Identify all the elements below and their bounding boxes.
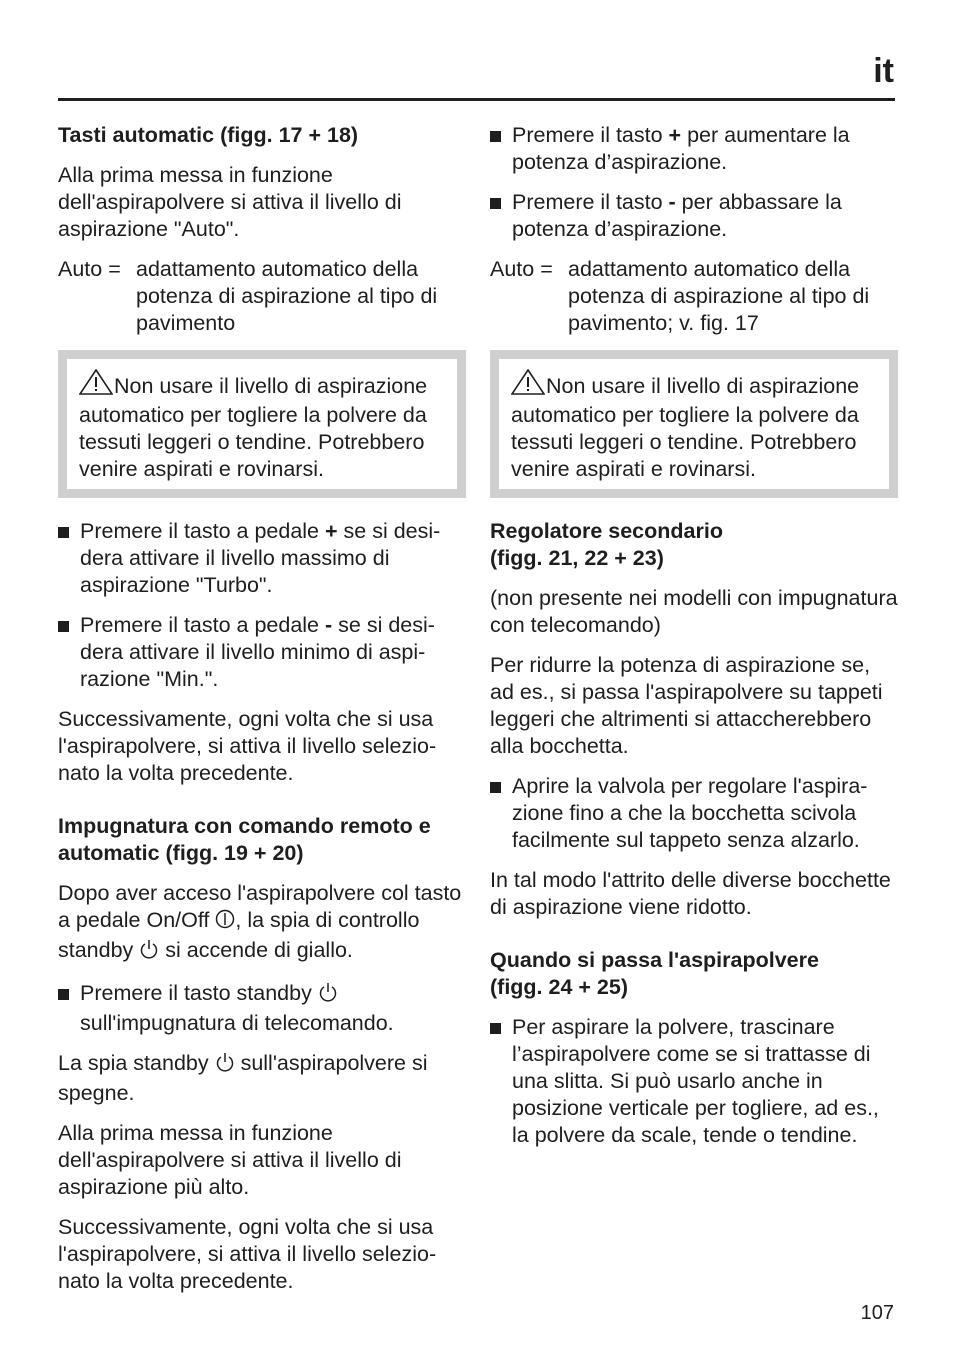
warning-triangle-icon <box>511 369 545 402</box>
definition-term: Auto = <box>490 257 553 281</box>
paragraph: Per ridurre la potenza di aspirazione se, ad es., si passa l'aspirapolvere su tappeti leggeri che altrimenti si attaccherebbero alla bocchetta. <box>490 653 883 758</box>
definition-term: Auto = <box>58 257 121 281</box>
right-column <box>490 122 898 1162</box>
list-item: Premere il tasto + per aumentare la potenza d’aspirazione. <box>490 122 898 176</box>
warning-triangle-icon <box>79 369 113 402</box>
paragraph: Dopo aver acceso l'aspirapolvere col tasto a pedale On/Off , la spia di controllo standby si accende di giallo. <box>58 880 466 967</box>
definition-text: adattamento automatico della potenza di aspirazione al tipo di pavimento <box>136 257 438 335</box>
warning-box <box>58 350 466 498</box>
section-heading: Regolatore secondario (figg. 21, 22 + 23) <box>490 519 723 570</box>
paragraph: In tal modo l'attrito delle diverse bocchette di aspirazione viene ridotto. <box>490 868 891 919</box>
standby-icon <box>318 981 338 1010</box>
page-number: 107 <box>860 1302 894 1324</box>
section-heading: Impugnatura con comando remoto e automatic (figg. 19 + 20) <box>58 814 431 865</box>
paragraph: Alla prima messa in funzione dell'aspirapolvere si attiva il livello di aspirazione "Auto". <box>58 163 402 241</box>
paragraph: Successivamente, ogni volta che si usa l'aspirapolvere, si attiva il livello selezionato la volta precedente. <box>58 1215 437 1293</box>
definition-text: adattamento automatico della potenza di aspirazione al tipo di pavimento; v. fig. 17 <box>568 257 870 335</box>
language-label: it <box>873 52 894 90</box>
left-column <box>58 122 466 1308</box>
list-item: Premere il tasto a pedale + se si desidera attivare il livello massimo di aspirazione "Turbo". <box>58 518 466 599</box>
plus-key: + <box>668 123 682 147</box>
section-heading: Quando si passa l'aspirapolvere (figg. 24 + 25) <box>490 948 819 999</box>
warning-text: Non usare il livello di aspirazione automatico per togliere la polvere da tessuti leggeri o tendine. Potrebbero venire aspirati e rovinarsi. <box>511 374 860 481</box>
definition <box>58 256 466 337</box>
list-item: Per aspirare la polvere, trascinare l’aspirapolvere come se si trattasse di una slitta. Si può usarlo anche in posizione verticale per togliere, ad es., la polvere da scale, tende o tendine. <box>490 1014 898 1149</box>
warning-text: Non usare il livello di aspirazione automatico per togliere la polvere da tessuti leggeri o tendine. Potrebbero venire aspirati e rovinarsi. <box>79 374 428 481</box>
header-rule <box>58 98 895 101</box>
definition <box>490 256 898 337</box>
paragraph: Alla prima messa in funzione dell'aspirapolvere si attiva il livello di aspirazione più alto. <box>58 1121 402 1199</box>
list-item: Premere il tasto a pedale - se si desidera attivare il livello minimo di aspirazione "Min.". <box>58 612 466 693</box>
on-off-icon <box>215 908 235 937</box>
warning-box <box>490 350 898 498</box>
minus-key: - <box>325 613 333 637</box>
section-heading: Tasti automatic (figg. 17 + 18) <box>58 123 359 147</box>
list-item: Premere il tasto standby sull'impugnatura di telecomando. <box>58 980 466 1037</box>
paragraph: (non presente nei modelli con impugnatura con telecomando) <box>490 586 898 637</box>
standby-icon <box>139 938 159 967</box>
plus-key: + <box>325 519 338 543</box>
list-item: Premere il tasto - per abbassare la potenza d’aspirazione. <box>490 189 898 243</box>
standby-icon <box>215 1051 235 1080</box>
list-item: Aprire la valvola per regolare l'aspirazione fino a che la bocchetta scivola facilmente sul tappeto senza alzarlo. <box>490 773 898 854</box>
minus-key: - <box>668 190 676 214</box>
paragraph: Successivamente, ogni volta che si usa l'aspirapolvere, si attiva il livello selezionato la volta precedente. <box>58 707 437 785</box>
paragraph: La spia standby sull'aspirapolvere si spegne. <box>58 1051 428 1105</box>
